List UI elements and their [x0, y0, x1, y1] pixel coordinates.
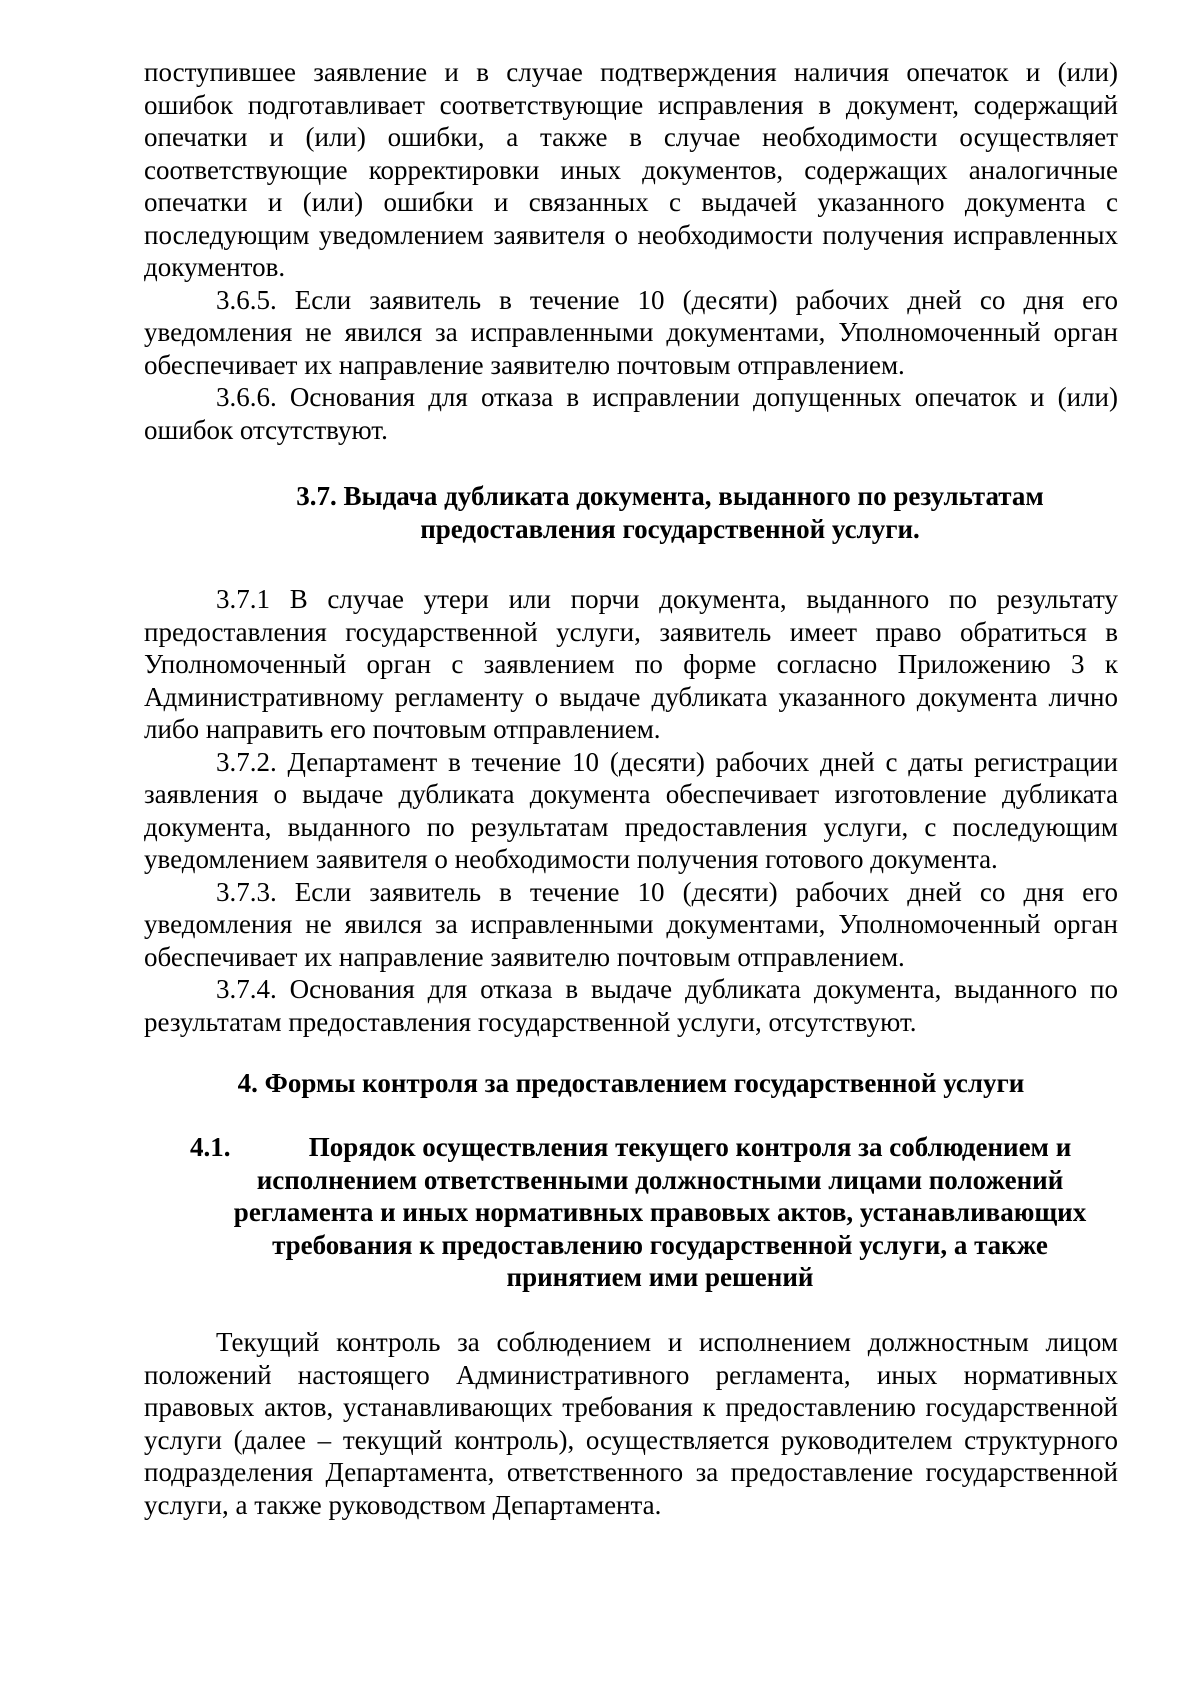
- heading-4-1-line-4: требования к предоставлению государственной услуги, а также: [272, 1229, 1048, 1260]
- paragraph-3-7-1: 3.7.1 В случае утери или порчи документа, выданного по результату предоставления государственной услуги, заявитель имеет право обратиться в Уполномоченный орган с заявлением по форме согласно Приложению 3 к Административному регламенту о выдаче дубликата указанного документа лично либо направить его почтовым отправлением.: [144, 584, 1118, 744]
- section-3-6-continuation: [144, 56, 1118, 446]
- heading-section-4: 4. Формы контроля за предоставлением государственной услуги: [237, 1068, 1025, 1098]
- heading-3-7-line-1: 3.7. Выдача дубликата документа, выданного по результатам: [296, 481, 1044, 511]
- section-4-1-body: [144, 1326, 1118, 1521]
- paragraph-3-6-6: 3.6.6. Основания для отказа в исправлении допущенных опечаток и (или) ошибок отсутствуют.: [144, 382, 1118, 445]
- heading-4-1-line-2: исполнением ответственными должностными лицами положений: [256, 1164, 1064, 1195]
- paragraph-3-7-4: 3.7.4. Основания для отказа в выдаче дубликата документа, выданного по результатам предоставления государственной услуги, отсутствуют.: [144, 974, 1118, 1037]
- heading-4-1-line-3: регламента и иных нормативных правовых актов, устанавливающих: [233, 1197, 1087, 1227]
- paragraph-current-control: Текущий контроль за соблюдением и исполнением должностным лицом положений настоящего Административного регламента, иных нормативных правовых актов, устанавливающих требования к предоставлению государственной услуги (далее – текущий контроль), осуществляется руководителем структурного подразделения Департамента, ответственного за предоставление государственной услуги, а также руководством Департамента.: [144, 1327, 1118, 1520]
- heading-4-1-number: 4.1.: [190, 1132, 231, 1162]
- paragraph-3-7-3: 3.7.3. Если заявитель в течение 10 (десяти) рабочих дней со дня его уведомления не явился за исправленными документами, Уполномоченный орган обеспечивает их направление заявителю почтовым отправлением.: [144, 876, 1118, 972]
- heading-4-1-line-1-wrap: [190, 1131, 1130, 1164]
- paragraph-3-7-2: 3.7.2. Департамент в течение 10 (десяти) рабочих дней с даты регистрации заявления о выдаче дубликата документа обеспечивает изготовление дубликата документа, выданного по результатам предоставления услуги, с последующим уведомлением заявителя о необходимости получения готового документа.: [144, 746, 1118, 874]
- heading-section-4-1: [190, 1131, 1130, 1294]
- heading-3-7-line-2: предоставления государственной услуги.: [420, 513, 920, 544]
- paragraph-3-6-5: 3.6.5. Если заявитель в течение 10 (десяти) рабочих дней со дня его уведомления не явился за исправленными документами, Уполномоченный орган обеспечивает их направление заявителю почтовым отправлением.: [144, 284, 1118, 380]
- heading-section-3-7: [210, 480, 1130, 545]
- heading-4-1-line-5: принятием ими решений: [506, 1262, 814, 1292]
- heading-4-1-line-1: Порядок осуществления текущего контроля за соблюдением и: [308, 1132, 1072, 1162]
- paragraph-continuation: поступившее заявление и в случае подтверждения наличия опечаток и (или) ошибок подготавливает соответствующие исправления в документ, содержащий опечатки и (или) ошибки, а также в случае необходимости осуществляет соответствующие корректировки иных документов, содержащих аналогичные опечатки и (или) ошибки и связанных с выдачей указанного документа с последующим уведомлением заявителя о необходимости получения исправленных документов.: [144, 57, 1118, 282]
- section-3-7-body: [144, 583, 1118, 1038]
